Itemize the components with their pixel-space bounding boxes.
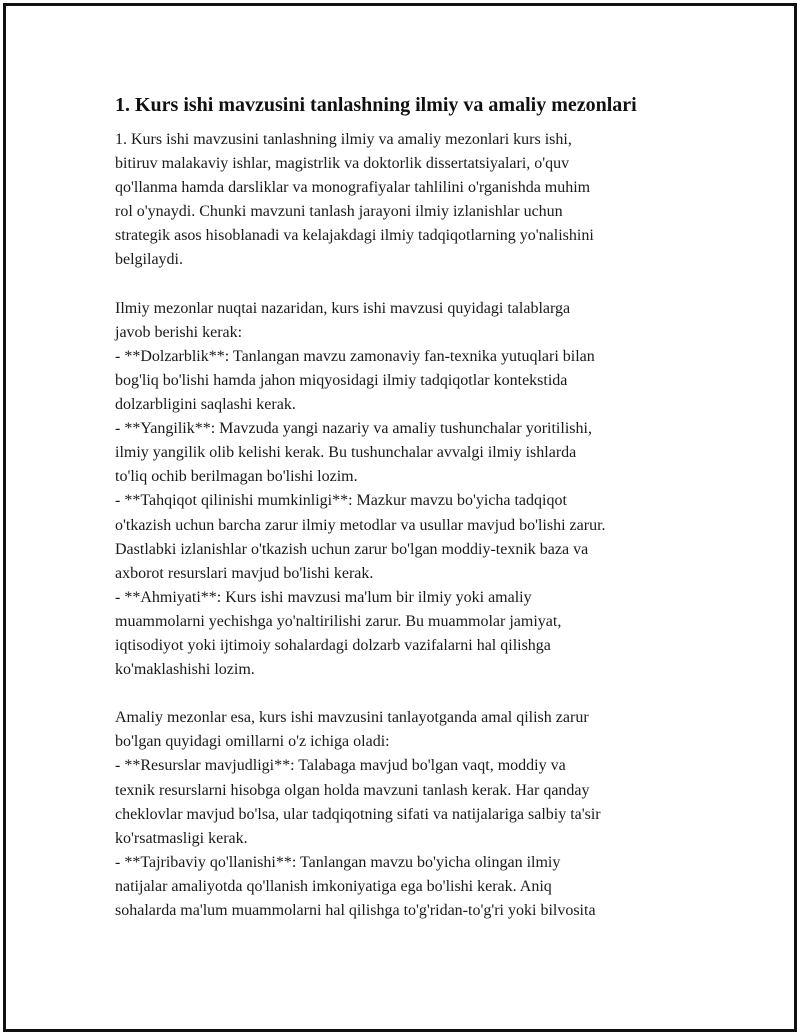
text-line: bo'lgan quyidagi omillarni o'z ichiga oladi: xyxy=(115,733,390,751)
text-line: Ilmiy mezonlar nuqtai nazaridan, kurs ishi mavzusi quyidagi talablarga xyxy=(115,299,571,317)
text-line: - **Tahqiqot qilinishi mumkinligi**: Mazkur mavzu bo'yicha tadqiqot xyxy=(115,492,567,510)
text-line: Dastlabki izlanishlar o'tkazish uchun zarur bo'lgan moddiy-texnik baza va xyxy=(115,540,589,558)
text-line: javob berishi kerak: xyxy=(115,323,243,341)
document-body xyxy=(115,128,705,923)
text-line: qo'llanma hamda darsliklar va monografiyalar tahlilini o'rganishda muhim xyxy=(115,179,591,197)
text-line: - **Dolzarblik**: Tanlangan mavzu zamonaviy fan-texnika yutuqlari bilan xyxy=(115,347,595,365)
text-line: belgilaydi. xyxy=(115,251,183,269)
paragraph-break xyxy=(115,682,705,706)
text-line: Amaliy mezonlar esa, kurs ishi mavzusini tanlayotganda amal qilish zarur xyxy=(115,709,589,727)
text-line: - **Ahmiyati**: Kurs ishi mavzusi ma'lum bir ilmiy yoki amaliy xyxy=(115,588,532,606)
text-line: ilmiy yangilik olib kelishi kerak. Bu tushunchalar avvalgi ilmiy ishlarda xyxy=(115,444,577,462)
text-line: - **Yangilik**: Mavzuda yangi nazariy va amaliy tushunchalar yoritilishi, xyxy=(115,420,592,438)
text-line: bog'liq bo'lishi hamda jahon miqyosidagi ilmiy tadqiqotlar kontekstida xyxy=(115,371,568,389)
text-line: muammolarni yechishga yo'naltirilishi zarur. Bu muammolar jamiyat, xyxy=(115,612,562,630)
text-line: sohalarda ma'lum muammolarni hal qilishga to'g'ridan-to'g'ri yoki bilvosita xyxy=(115,902,596,919)
text-line: natijalar amaliyotda qo'llanish imkoniyatiga ega bo'lishi kerak. Aniq xyxy=(115,877,552,895)
text-line: ko'maklashishi lozim. xyxy=(115,661,255,679)
document-title: 1. Kurs ishi mavzusini tanlashning ilmiy va amaliy mezonlari xyxy=(115,94,637,116)
document-content xyxy=(115,92,705,923)
text-line: texnik resurslarni hisobga olgan holda mavzuni tanlash kerak. Har qanday xyxy=(115,781,590,799)
text-line: - **Resurslar mavjudligi**: Talabaga mavjud bo'lgan vaqt, moddiy va xyxy=(115,757,566,775)
text-line: dolzarbligini saqlashi kerak. xyxy=(115,396,296,414)
text-line: 1. Kurs ishi mavzusini tanlashning ilmiy va amaliy mezonlari kurs ishi, xyxy=(115,131,572,148)
text-line: o'tkazish uchun barcha zarur ilmiy metodlar va usullar mavjud bo'lishi zarur. xyxy=(115,516,606,534)
paragraph-break xyxy=(115,273,705,297)
text-line: iqtisodiyot yoki ijtimoiy sohalardagi dolzarb vazifalarni hal qilishga xyxy=(115,636,551,654)
text-line: - **Tajribaviy qo'llanishi**: Tanlangan mavzu bo'yicha olingan ilmiy xyxy=(115,853,561,871)
text-line: axborot resurslari mavjud bo'lishi kerak. xyxy=(115,564,374,582)
text-line: ko'rsatmasligi kerak. xyxy=(115,829,248,847)
text-line: to'liq ochib berilmagan bo'lishi lozim. xyxy=(115,468,358,486)
text-line: rol o'ynaydi. Chunki mavzuni tanlash jarayoni ilmiy izlanishlar uchun xyxy=(115,203,563,221)
text-line: cheklovlar mavjud bo'lsa, ular tadqiqotning sifati va natijalariga salbiy ta'sir xyxy=(115,805,601,823)
text-line: bitiruv malakaviy ishlar, magistrlik va doktorlik dissertatsiyalari, o'quv xyxy=(115,155,570,173)
text-line: strategik asos hisoblanadi va kelajakdagi ilmiy tadqiqotlarning yo'nalishini xyxy=(115,227,594,245)
